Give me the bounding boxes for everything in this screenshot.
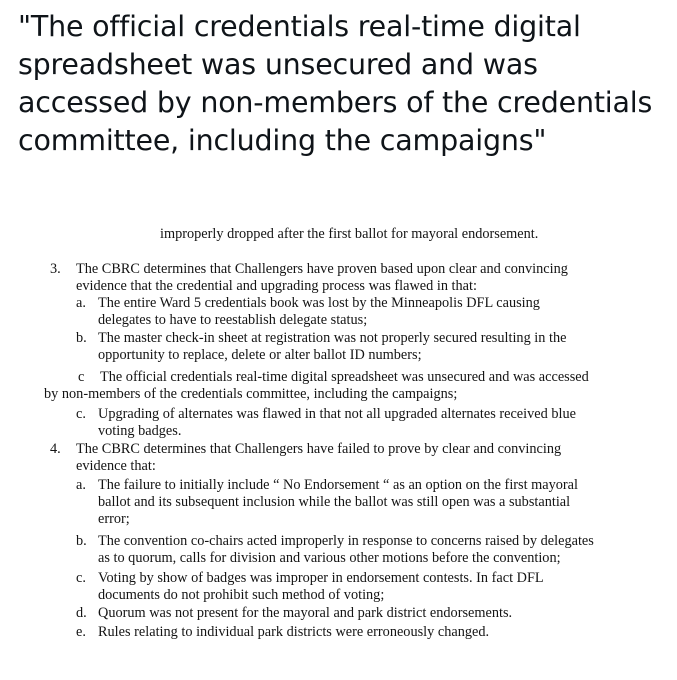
- item-3b-line-1: The master check-in sheet at registration was not properly secured resulting in the: [98, 330, 567, 346]
- item-3c2-line-2: voting badges.: [98, 423, 182, 439]
- item-3c-marker: c: [78, 369, 85, 385]
- item-4c-line-1: Voting by show of badges was improper in endorsement contests. In fact DFL: [98, 570, 544, 586]
- item-4d-marker: d.: [76, 605, 87, 621]
- item-4e-marker: e.: [76, 624, 86, 640]
- item-3b-marker: b.: [76, 330, 87, 346]
- item-3-line-2: evidence that the credential and upgrading process was flawed in that:: [76, 278, 477, 294]
- item-4e-line-1: Rules relating to individual park districts were erroneously changed.: [98, 624, 490, 640]
- item-3b-line-2: opportunity to replace, delete or alter ballot ID numbers;: [98, 347, 422, 363]
- item-3-number: 3.: [50, 261, 61, 277]
- item-3a-marker: a.: [76, 295, 86, 311]
- item-4-number: 4.: [50, 441, 61, 457]
- item-4d-line-1: Quorum was not present for the mayoral and park district endorsements.: [98, 605, 513, 621]
- item-4c-line-2: documents do not prohibit such method of voting;: [98, 587, 385, 603]
- document-intro-line: improperly dropped after the first ballot for mayoral endorsement.: [160, 226, 539, 242]
- item-4b-line-1: The convention co-chairs acted improperly in response to concerns raised by delegates: [98, 533, 594, 549]
- item-3c2-marker: c.: [76, 406, 86, 422]
- item-4b-line-2: as to quorum, calls for division and various other motions before the convention;: [98, 550, 561, 566]
- item-3c-line-1: The official credentials real-time digital spreadsheet was unsecured and was accessed: [100, 369, 589, 385]
- item-4-line-2: evidence that:: [76, 458, 156, 474]
- item-4c-marker: c.: [76, 570, 86, 586]
- post-quote-text: "The official credentials real-time digital spreadsheet was unsecured and was accessed by non-members of the credentials committee, including the campaigns": [18, 10, 653, 157]
- item-3c2-line-1: Upgrading of alternates was flawed in that not all upgraded alternates received blue: [98, 406, 576, 422]
- item-4a-line-3: error;: [98, 511, 130, 527]
- item-4a-line-1: The failure to initially include “ No Endorsement “ as an option on the first mayoral: [98, 477, 578, 493]
- item-4a-marker: a.: [76, 477, 86, 493]
- item-4b-marker: b.: [76, 533, 87, 549]
- document-scan-image: [30, 218, 670, 658]
- item-3a-line-1: The entire Ward 5 credentials book was lost by the Minneapolis DFL causing: [98, 295, 540, 311]
- item-3-line-1: The CBRC determines that Challengers have proven based upon clear and convincing: [76, 261, 568, 277]
- item-4a-line-2: ballot and its subsequent inclusion while the ballot was still open was a substantial: [98, 494, 571, 510]
- item-3c-line-2: by non-members of the credentials committee, including the campaigns;: [44, 386, 458, 402]
- item-3a-line-2: delegates to have to reestablish delegate status;: [98, 312, 368, 328]
- item-4-line-1: The CBRC determines that Challengers have failed to prove by clear and convincing: [76, 441, 562, 457]
